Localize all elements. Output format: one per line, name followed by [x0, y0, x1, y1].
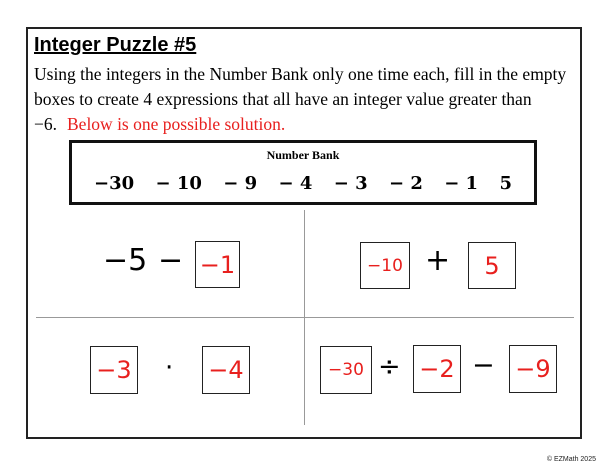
q2-box-1[interactable]: [360, 242, 410, 289]
q3-answer-1: −3: [96, 356, 132, 384]
q4-box-3[interactable]: [509, 345, 557, 393]
q1-answer: −1: [199, 250, 236, 279]
number-bank-list: [94, 173, 512, 194]
solution-note: Below is one possible solution.: [67, 114, 286, 134]
q4-answer-1: −30: [328, 360, 364, 380]
instructions-text: Using the integers in the Number Bank only one time each, fill in the empty boxes to create 4 expressions that all have an integer value greater than −6.: [34, 64, 567, 134]
q4-answer-2: −2: [419, 355, 455, 383]
copyright-footer: © EZMath 2025: [546, 456, 596, 463]
bank-number: 5: [499, 173, 512, 194]
q3-answer-2: −4: [208, 356, 244, 384]
q4-operator-2: −: [472, 350, 495, 381]
bank-number: −30: [94, 173, 135, 194]
q3-box-2[interactable]: [202, 346, 250, 394]
bank-number: − 1: [444, 173, 479, 194]
q1-operator: −: [158, 243, 184, 278]
q4-operator-1: ÷: [378, 351, 401, 382]
bank-number: − 10: [155, 173, 202, 194]
q3-box-1[interactable]: [90, 346, 138, 394]
q1-answer-box[interactable]: [195, 241, 240, 288]
horizontal-divider: [36, 317, 574, 318]
q2-answer-1: −10: [367, 255, 403, 276]
bank-number: − 2: [388, 173, 423, 194]
q2-answer-2: 5: [484, 251, 500, 280]
q1-constant: −5: [103, 243, 148, 278]
bank-number: − 3: [333, 173, 368, 194]
q2-box-2[interactable]: [468, 242, 516, 289]
q4-box-1[interactable]: [320, 346, 372, 394]
bank-number: − 4: [278, 173, 313, 194]
q3-operator: ·: [165, 353, 174, 383]
number-bank-title: Number Bank: [266, 148, 340, 162]
q4-box-2[interactable]: [413, 345, 461, 393]
bank-number: − 9: [223, 173, 258, 194]
q2-operator: +: [425, 243, 451, 278]
number-bank: [69, 140, 537, 205]
q4-answer-3: −9: [515, 355, 551, 383]
page-title: Integer Puzzle #5: [34, 34, 197, 56]
instructions: [34, 62, 579, 137]
